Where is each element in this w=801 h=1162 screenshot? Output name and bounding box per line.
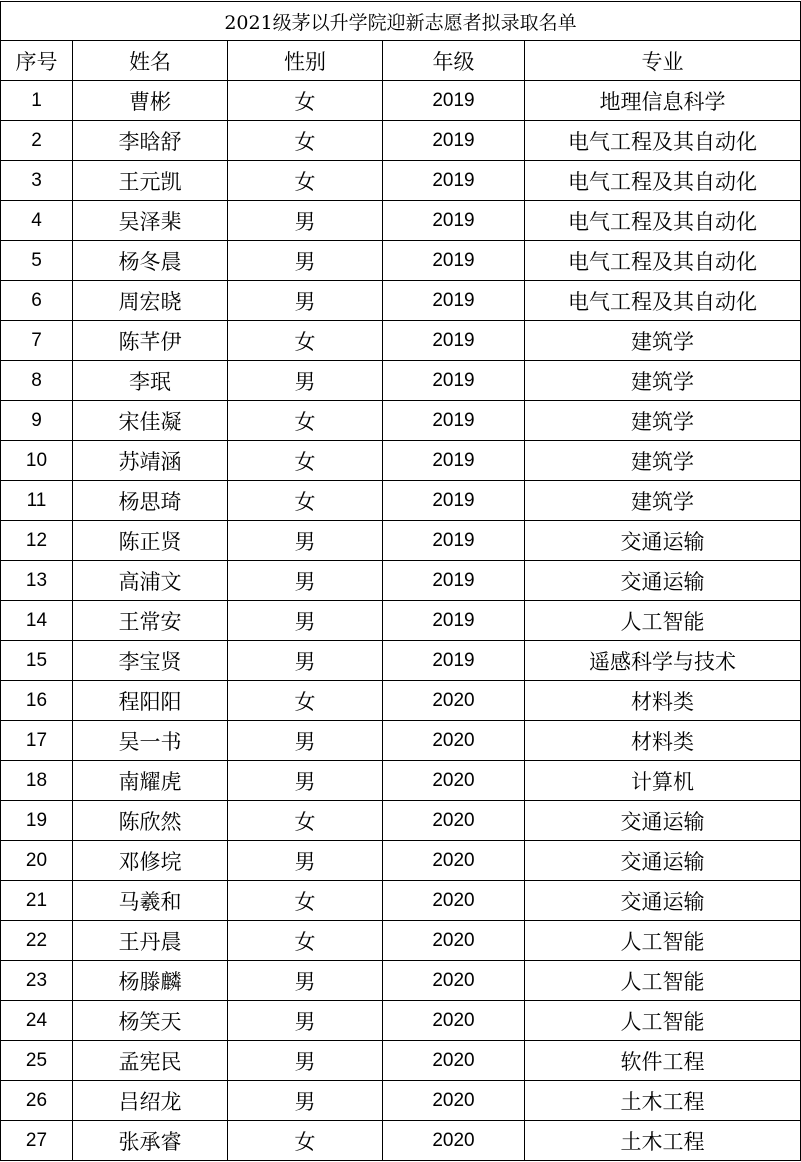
grade-cell: 2020 <box>383 721 525 761</box>
gender-cell: 女 <box>228 121 383 161</box>
table-row <box>1 441 801 481</box>
row-index-cell: 12 <box>1 521 73 561</box>
header-name: 姓名 <box>73 41 228 81</box>
gender-cell: 男 <box>228 561 383 601</box>
major-cell: 建筑学 <box>525 321 801 361</box>
row-index-cell: 27 <box>1 1121 73 1161</box>
gender-cell: 女 <box>228 401 383 441</box>
row-index-cell: 23 <box>1 961 73 1001</box>
grade-cell: 2020 <box>383 921 525 961</box>
gender-cell: 男 <box>228 601 383 641</box>
major-cell: 电气工程及其自动化 <box>525 281 801 321</box>
name-cell: 吕绍龙 <box>73 1081 228 1121</box>
row-index-cell: 2 <box>1 121 73 161</box>
name-cell: 南耀虎 <box>73 761 228 801</box>
grade-cell: 2020 <box>383 961 525 1001</box>
gender-cell: 男 <box>228 961 383 1001</box>
gender-cell: 女 <box>228 321 383 361</box>
name-cell: 周宏晓 <box>73 281 228 321</box>
gender-cell: 女 <box>228 681 383 721</box>
row-index-cell: 5 <box>1 241 73 281</box>
major-cell: 人工智能 <box>525 1001 801 1041</box>
major-cell: 建筑学 <box>525 481 801 521</box>
grade-cell: 2019 <box>383 361 525 401</box>
gender-cell: 男 <box>228 1041 383 1081</box>
major-cell: 计算机 <box>525 761 801 801</box>
major-cell: 交通运输 <box>525 881 801 921</box>
table-title: 2021级茅以升学院迎新志愿者拟录取名单 <box>1 2 801 41</box>
grade-cell: 2019 <box>383 481 525 521</box>
grade-cell: 2019 <box>383 521 525 561</box>
major-cell: 材料类 <box>525 681 801 721</box>
grade-cell: 2019 <box>383 201 525 241</box>
name-cell: 陈正贤 <box>73 521 228 561</box>
name-cell: 李宝贤 <box>73 641 228 681</box>
header-grade: 年级 <box>383 41 525 81</box>
gender-cell: 男 <box>228 721 383 761</box>
table-row <box>1 881 801 921</box>
major-cell: 地理信息科学 <box>525 81 801 121</box>
row-index-cell: 24 <box>1 1001 73 1041</box>
gender-cell: 女 <box>228 81 383 121</box>
gender-cell: 男 <box>228 761 383 801</box>
major-cell: 电气工程及其自动化 <box>525 161 801 201</box>
grade-cell: 2019 <box>383 81 525 121</box>
name-cell: 王元凯 <box>73 161 228 201</box>
major-cell: 人工智能 <box>525 961 801 1001</box>
major-cell: 软件工程 <box>525 1041 801 1081</box>
table-row <box>1 601 801 641</box>
major-cell: 建筑学 <box>525 361 801 401</box>
row-index-cell: 18 <box>1 761 73 801</box>
table-row <box>1 721 801 761</box>
table-row <box>1 1001 801 1041</box>
grade-cell: 2019 <box>383 321 525 361</box>
grade-cell: 2020 <box>383 681 525 721</box>
major-cell: 建筑学 <box>525 441 801 481</box>
grade-cell: 2019 <box>383 401 525 441</box>
row-index-cell: 17 <box>1 721 73 761</box>
grade-cell: 2020 <box>383 1121 525 1161</box>
major-cell: 人工智能 <box>525 601 801 641</box>
name-cell: 李珉 <box>73 361 228 401</box>
grade-cell: 2020 <box>383 841 525 881</box>
table-row <box>1 201 801 241</box>
name-cell: 马羲和 <box>73 881 228 921</box>
gender-cell: 女 <box>228 481 383 521</box>
table-row <box>1 281 801 321</box>
grade-cell: 2020 <box>383 881 525 921</box>
header-major: 专业 <box>525 41 801 81</box>
grade-cell: 2019 <box>383 241 525 281</box>
gender-cell: 女 <box>228 161 383 201</box>
gender-cell: 女 <box>228 881 383 921</box>
name-cell: 陈欣然 <box>73 801 228 841</box>
name-cell: 高浦文 <box>73 561 228 601</box>
grade-cell: 2020 <box>383 1001 525 1041</box>
table-row <box>1 1121 801 1161</box>
major-cell: 遥感科学与技术 <box>525 641 801 681</box>
gender-cell: 男 <box>228 361 383 401</box>
major-cell: 电气工程及其自动化 <box>525 201 801 241</box>
table-row <box>1 401 801 441</box>
gender-cell: 女 <box>228 801 383 841</box>
name-cell: 杨笑天 <box>73 1001 228 1041</box>
name-cell: 张承睿 <box>73 1121 228 1161</box>
gender-cell: 女 <box>228 441 383 481</box>
name-cell: 程阳阳 <box>73 681 228 721</box>
grade-cell: 2019 <box>383 281 525 321</box>
table-row <box>1 641 801 681</box>
grade-cell: 2019 <box>383 641 525 681</box>
major-cell: 人工智能 <box>525 921 801 961</box>
row-index-cell: 19 <box>1 801 73 841</box>
grade-cell: 2019 <box>383 161 525 201</box>
table-row <box>1 481 801 521</box>
major-cell: 材料类 <box>525 721 801 761</box>
gender-cell: 男 <box>228 201 383 241</box>
name-cell: 宋佳凝 <box>73 401 228 441</box>
major-cell: 土木工程 <box>525 1121 801 1161</box>
row-index-cell: 15 <box>1 641 73 681</box>
gender-cell: 男 <box>228 521 383 561</box>
row-index-cell: 4 <box>1 201 73 241</box>
row-index-cell: 16 <box>1 681 73 721</box>
major-cell: 建筑学 <box>525 401 801 441</box>
name-cell: 吴一书 <box>73 721 228 761</box>
table-row <box>1 921 801 961</box>
major-cell: 电气工程及其自动化 <box>525 121 801 161</box>
table-row <box>1 841 801 881</box>
name-cell: 王丹晨 <box>73 921 228 961</box>
grade-cell: 2019 <box>383 601 525 641</box>
major-cell: 交通运输 <box>525 521 801 561</box>
row-index-cell: 10 <box>1 441 73 481</box>
gender-cell: 男 <box>228 1081 383 1121</box>
gender-cell: 男 <box>228 1001 383 1041</box>
gender-cell: 男 <box>228 641 383 681</box>
row-index-cell: 9 <box>1 401 73 441</box>
table-row <box>1 361 801 401</box>
row-index-cell: 8 <box>1 361 73 401</box>
table-row <box>1 81 801 121</box>
table-row <box>1 1041 801 1081</box>
grade-cell: 2020 <box>383 1081 525 1121</box>
table-row <box>1 241 801 281</box>
grade-cell: 2019 <box>383 121 525 161</box>
major-cell: 交通运输 <box>525 801 801 841</box>
row-index-cell: 11 <box>1 481 73 521</box>
name-cell: 李晗舒 <box>73 121 228 161</box>
row-index-cell: 22 <box>1 921 73 961</box>
table-row <box>1 521 801 561</box>
name-cell: 邓修垸 <box>73 841 228 881</box>
grade-cell: 2020 <box>383 801 525 841</box>
row-index-cell: 7 <box>1 321 73 361</box>
table-body <box>1 81 801 1161</box>
table-row <box>1 121 801 161</box>
gender-cell: 男 <box>228 241 383 281</box>
table-row <box>1 321 801 361</box>
header-index: 序号 <box>1 41 73 81</box>
volunteer-list-table <box>0 1 801 1161</box>
gender-cell: 女 <box>228 921 383 961</box>
major-cell: 电气工程及其自动化 <box>525 241 801 281</box>
name-cell: 苏靖涵 <box>73 441 228 481</box>
table-row <box>1 1081 801 1121</box>
major-cell: 交通运输 <box>525 841 801 881</box>
name-cell: 陈芊伊 <box>73 321 228 361</box>
row-index-cell: 14 <box>1 601 73 641</box>
table-row <box>1 681 801 721</box>
row-index-cell: 21 <box>1 881 73 921</box>
header-gender: 性别 <box>228 41 383 81</box>
row-index-cell: 20 <box>1 841 73 881</box>
major-cell: 交通运输 <box>525 561 801 601</box>
row-index-cell: 1 <box>1 81 73 121</box>
name-cell: 孟宪民 <box>73 1041 228 1081</box>
row-index-cell: 25 <box>1 1041 73 1081</box>
grade-cell: 2019 <box>383 441 525 481</box>
name-cell: 王常安 <box>73 601 228 641</box>
row-index-cell: 13 <box>1 561 73 601</box>
grade-cell: 2019 <box>383 561 525 601</box>
gender-cell: 男 <box>228 841 383 881</box>
row-index-cell: 3 <box>1 161 73 201</box>
name-cell: 杨冬晨 <box>73 241 228 281</box>
row-index-cell: 6 <box>1 281 73 321</box>
table-row <box>1 161 801 201</box>
name-cell: 杨思琦 <box>73 481 228 521</box>
table-row <box>1 801 801 841</box>
table-row <box>1 761 801 801</box>
name-cell: 曹彬 <box>73 81 228 121</box>
grade-cell: 2020 <box>383 761 525 801</box>
gender-cell: 男 <box>228 281 383 321</box>
name-cell: 杨滕麟 <box>73 961 228 1001</box>
name-cell: 吴泽棐 <box>73 201 228 241</box>
table-row <box>1 561 801 601</box>
row-index-cell: 26 <box>1 1081 73 1121</box>
gender-cell: 女 <box>228 1121 383 1161</box>
header-row <box>1 41 801 81</box>
title-row <box>1 2 801 41</box>
table-row <box>1 961 801 1001</box>
grade-cell: 2020 <box>383 1041 525 1081</box>
major-cell: 土木工程 <box>525 1081 801 1121</box>
